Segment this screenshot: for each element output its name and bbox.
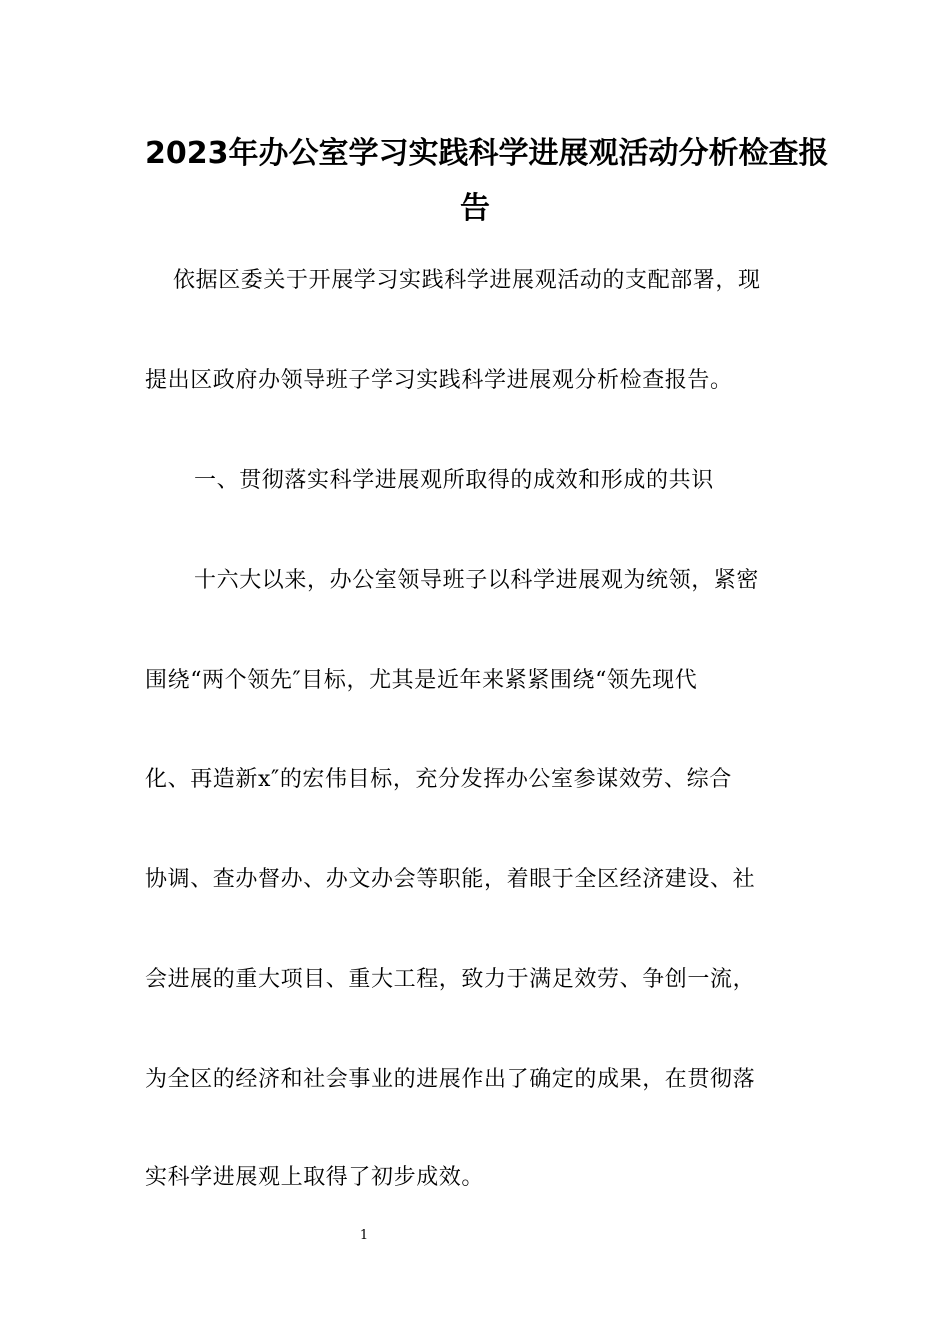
paragraph-2-line-6: 为全区的经济和社会事业的进展作出了确定的成果，在贯彻落	[145, 1067, 756, 1092]
paragraph-1-line-1: 依据区委关于开展学习实践科学进展观活动的支配部署，现	[173, 268, 761, 293]
paragraph-2-line-2: 围绕“两个领先″目标，尤其是近年来紧紧围绕“领先现代	[145, 668, 698, 693]
paragraph-2-line-1: 十六大以来，办公室领导班子以科学进展观为统领，紧密	[194, 568, 760, 593]
paragraph-2-line-3: 化、再造新x″的宏伟目标，充分发挥办公室参谋效劳、综合	[145, 767, 732, 792]
document-title-line-2: 告	[460, 191, 490, 226]
paragraph-2-line-7: 实科学进展观上取得了初步成效。	[145, 1165, 485, 1190]
paragraph-1-line-2: 提出区政府办领导班子学习实践科学进展观分析检查报告。	[145, 368, 733, 393]
paragraph-2-line-5: 会进展的重大项目、重大工程，致力于满足效劳、争创一流，	[145, 967, 756, 992]
page-number: 1	[359, 1228, 369, 1243]
section-heading-1: 一、贯彻落实科学进展观所取得的成效和形成的共识	[194, 468, 714, 493]
paragraph-2-line-4: 协调、查办督办、办文办会等职能，着眼于全区经济建设、社	[145, 867, 756, 892]
document-title-line-1: 2023年办公室学习实践科学进展观活动分析检查报	[145, 136, 829, 171]
